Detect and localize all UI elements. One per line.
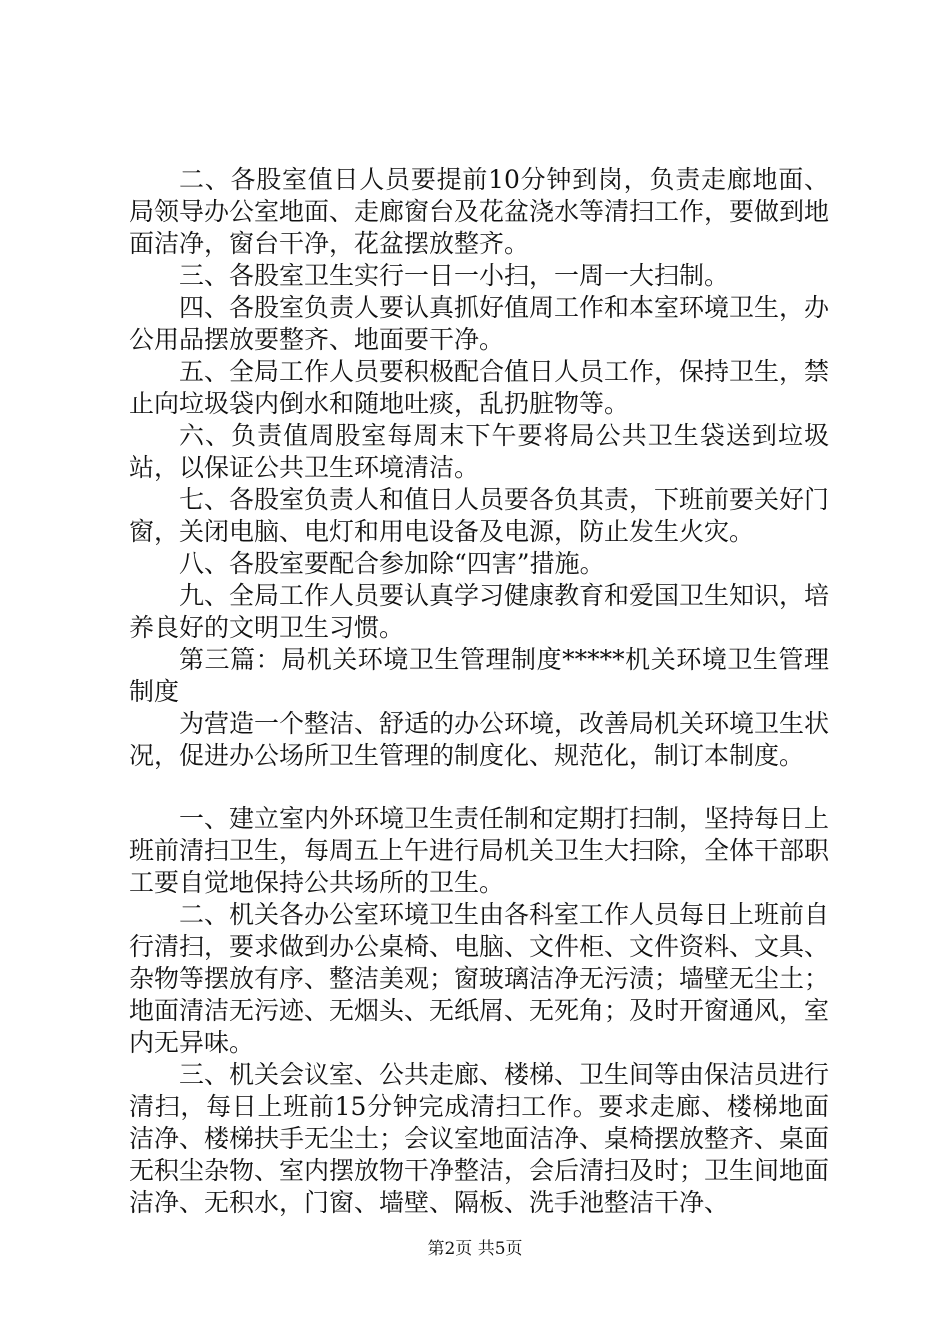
paragraph-weekly-garbage: 六、负责值周股室每周末下午要将局公共卫生袋送到垃圾站，以保证公共卫生环境清洁。 [129,421,829,482]
paragraph-duty-staff: 二、各股室值日人员要提前10分钟到岗，负责走廊地面、局领导办公室地面、走廊窗台及花盆浇水等清扫工作，要做到地面洁净，窗台干净，花盆摆放整齐。 [129,165,830,258]
paragraph-public-area-cleaning: 三、机关会议室、公共走廊、楼梯、卫生间等由保洁员进行清扫，每日上班前15分钟完成清扫工作。要求走廊、楼梯地面洁净、楼梯扶手无尘土；会议室地面洁净、桌椅摆放整齐、桌面无积尘杂物、室内摆放物干净整洁，会后清扫及时；卫生间地面洁净、无积水，门窗、墙壁、隔板、洗手池整洁干净、 [129,1060,830,1217]
paragraph-cleaning-schedule: 三、各股室卫生实行一日一小扫，一周一大扫制。 [179,261,730,290]
paragraph-section-head-duty: 四、各股室负责人要认真抓好值周工作和本室环境卫生，办公用品摆放要整齐、地面要干净。 [129,293,830,354]
paragraph-four-pests: 八、各股室要配合参加除“四害”措施。 [179,549,605,578]
document-body [129,164,829,1219]
paragraph-staff-cooperation: 五、全局工作人员要积极配合值日人员工作，保持卫生，禁止向垃圾袋内倒水和随地吐痰，乱扔脏物等。 [129,357,830,418]
paragraph-health-education: 九、全局工作人员要认真学习健康教育和爱国卫生知识，培养良好的文明卫生习惯。 [129,581,830,642]
paragraph-close-doors-power: 七、各股室负责人和值日人员要各负其责，下班前要关好门窗，关闭电脑、电灯和用电设备及电源，防止发生火灾。 [129,485,830,546]
paragraph-responsibility-system: 一、建立室内外环境卫生责任制和定期打扫制，坚持每日上班前清扫卫生，每周五上午进行局机关卫生大扫除，全体干部职工要自觉地保持公共场所的卫生。 [129,804,830,897]
section-heading-part-three: 第三篇：局机关环境卫生管理制度*****机关环境卫生管理制度 [129,645,829,706]
page-footer-label: 第2页 共5页 [427,1239,523,1259]
paragraph-office-cleaning: 二、机关各办公室环境卫生由各科室工作人员每日上班前自行清扫，要求做到办公桌椅、电脑、文件柜、文件资料、文具、杂物等摆放有序、整洁美观；窗玻璃洁净无污渍；墙壁无尘土；地面清洁无污迹、无烟头、无纸屑、无死角；及时开窗通风，室内无异味。 [129,900,830,1057]
paragraph-gap [129,772,829,803]
paragraph-purpose: 为营造一个整洁、舒适的办公环境，改善局机关环境卫生状况，促进办公场所卫生管理的制度化、规范化，制订本制度。 [129,709,830,770]
